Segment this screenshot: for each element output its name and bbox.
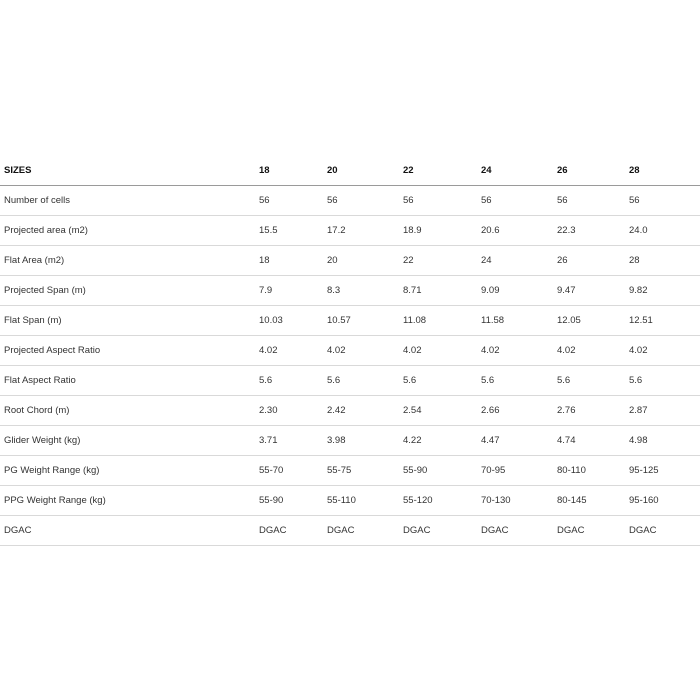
table-cell: 2.66 — [477, 396, 553, 426]
header-size: 28 — [625, 156, 700, 186]
table-cell: 4.47 — [477, 426, 553, 456]
row-label: Projected area (m2) — [0, 216, 255, 246]
table-cell: 5.6 — [625, 366, 700, 396]
row-label: PPG Weight Range (kg) — [0, 486, 255, 516]
table-cell: 56 — [625, 186, 700, 216]
table-cell: 9.82 — [625, 276, 700, 306]
table-cell: 8.71 — [399, 276, 477, 306]
row-label: Projected Span (m) — [0, 276, 255, 306]
table-header-row — [0, 156, 700, 186]
table-cell: DGAC — [625, 516, 700, 546]
table-cell: 56 — [323, 186, 399, 216]
table-cell: 80-145 — [553, 486, 625, 516]
header-label: SIZES — [0, 156, 255, 186]
table-cell: 5.6 — [323, 366, 399, 396]
table-cell: DGAC — [477, 516, 553, 546]
table-cell: 2.76 — [553, 396, 625, 426]
table-cell: 5.6 — [553, 366, 625, 396]
row-label: Flat Aspect Ratio — [0, 366, 255, 396]
row-label: DGAC — [0, 516, 255, 546]
table-cell: 7.9 — [255, 276, 323, 306]
table-cell: 55-70 — [255, 456, 323, 486]
table-row — [0, 486, 700, 516]
table-cell: 95-125 — [625, 456, 700, 486]
table-cell: 4.02 — [323, 336, 399, 366]
table-cell: 8.3 — [323, 276, 399, 306]
table-cell: 70-95 — [477, 456, 553, 486]
table-cell: 55-110 — [323, 486, 399, 516]
table-cell: 56 — [553, 186, 625, 216]
table-cell: 55-90 — [399, 456, 477, 486]
table-cell: 2.42 — [323, 396, 399, 426]
table-cell: 22 — [399, 246, 477, 276]
table-cell: 4.02 — [553, 336, 625, 366]
table-cell: 18.9 — [399, 216, 477, 246]
table-cell: 9.09 — [477, 276, 553, 306]
table-cell: 3.98 — [323, 426, 399, 456]
table-cell: 5.6 — [255, 366, 323, 396]
table-cell: 3.71 — [255, 426, 323, 456]
table-cell: 22.3 — [553, 216, 625, 246]
table-row — [0, 336, 700, 366]
table-cell: 95-160 — [625, 486, 700, 516]
table-cell: 18 — [255, 246, 323, 276]
table-cell: 2.30 — [255, 396, 323, 426]
row-label: Flat Span (m) — [0, 306, 255, 336]
row-label: Root Chord (m) — [0, 396, 255, 426]
table-cell: 2.54 — [399, 396, 477, 426]
sizes-table-container — [0, 156, 700, 546]
table-row — [0, 516, 700, 546]
header-size: 18 — [255, 156, 323, 186]
table-cell: 70-130 — [477, 486, 553, 516]
table-cell: 4.74 — [553, 426, 625, 456]
table-cell: DGAC — [255, 516, 323, 546]
row-label: Number of cells — [0, 186, 255, 216]
table-cell: 56 — [255, 186, 323, 216]
header-size: 22 — [399, 156, 477, 186]
table-row — [0, 216, 700, 246]
table-cell: 56 — [477, 186, 553, 216]
row-label: Projected Aspect Ratio — [0, 336, 255, 366]
row-label: Glider Weight (kg) — [0, 426, 255, 456]
table-cell: 20.6 — [477, 216, 553, 246]
header-size: 20 — [323, 156, 399, 186]
table-cell: 55-120 — [399, 486, 477, 516]
table-cell: 17.2 — [323, 216, 399, 246]
row-label: PG Weight Range (kg) — [0, 456, 255, 486]
table-cell: DGAC — [399, 516, 477, 546]
table-cell: 24.0 — [625, 216, 700, 246]
table-cell: 15.5 — [255, 216, 323, 246]
table-row — [0, 246, 700, 276]
table-cell: 10.57 — [323, 306, 399, 336]
table-row — [0, 396, 700, 426]
table-row — [0, 186, 700, 216]
table-cell: 28 — [625, 246, 700, 276]
table-cell: 80-110 — [553, 456, 625, 486]
table-row — [0, 366, 700, 396]
sizes-table — [0, 156, 700, 546]
table-row — [0, 456, 700, 486]
table-cell: 55-75 — [323, 456, 399, 486]
table-cell: 9.47 — [553, 276, 625, 306]
table-cell: 26 — [553, 246, 625, 276]
header-size: 24 — [477, 156, 553, 186]
table-row — [0, 426, 700, 456]
table-cell: 4.02 — [399, 336, 477, 366]
table-row — [0, 276, 700, 306]
table-cell: 4.02 — [477, 336, 553, 366]
table-cell: 11.58 — [477, 306, 553, 336]
table-cell: 24 — [477, 246, 553, 276]
table-cell: 4.02 — [625, 336, 700, 366]
table-cell: 4.22 — [399, 426, 477, 456]
table-cell: 11.08 — [399, 306, 477, 336]
table-cell: 12.51 — [625, 306, 700, 336]
table-cell: 55-90 — [255, 486, 323, 516]
table-cell: 12.05 — [553, 306, 625, 336]
table-cell: 5.6 — [477, 366, 553, 396]
table-cell: 10.03 — [255, 306, 323, 336]
table-cell: 20 — [323, 246, 399, 276]
table-cell: 4.98 — [625, 426, 700, 456]
table-row — [0, 306, 700, 336]
header-size: 26 — [553, 156, 625, 186]
table-cell: DGAC — [323, 516, 399, 546]
table-cell: 4.02 — [255, 336, 323, 366]
table-cell: 5.6 — [399, 366, 477, 396]
row-label: Flat Area (m2) — [0, 246, 255, 276]
table-cell: 56 — [399, 186, 477, 216]
table-cell: 2.87 — [625, 396, 700, 426]
table-cell: DGAC — [553, 516, 625, 546]
